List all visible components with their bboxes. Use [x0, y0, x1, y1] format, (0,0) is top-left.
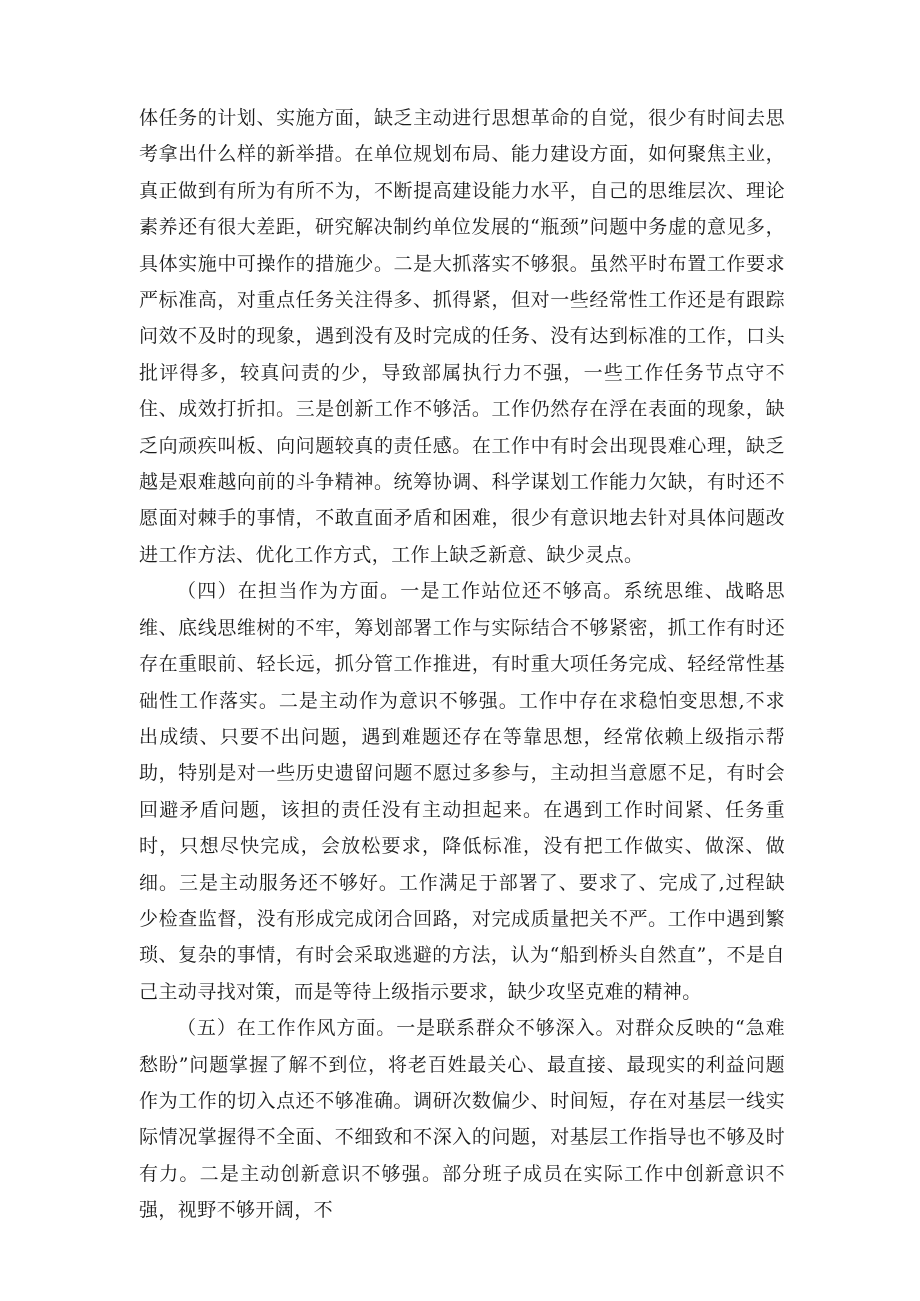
paragraph-section-five: （五）在工作作风方面。一是联系群众不够深入。对群众反映的“急难愁盼”问题掌握了解不到位，将老百姓最关心、最直接、最现实的利益问题作为工作的切入点还不够准确。调研次数偏少、时间短，存在对基层一线实际情况掌握得不全面、不细致和不深入的问题，对基层工作指导也不够及时有力。二是主动创新意识不够强。部分班子成员在实际工作中创新意识不强，视野不够开阔，不 — [139, 1017, 785, 1222]
document-body — [139, 100, 785, 1229]
paragraph-continuation: 体任务的计划、实施方面，缺乏主动进行思想革命的自觉，很少有时间去思考拿出什么样的新举措。在单位规划布局、能力建设方面，如何聚焦主业，真正做到有所为有所不为，不断提高建设能力水平，自己的思维层次、理论素养还有很大差距，研究解决制约单位发展的“瓶颈”问题中务虚的意见多，具体实施中可操作的措施少。二是大抓落实不够狠。虽然平时布置工作要求严标准高，对重点任务关注得多、抓得紧，但对一些经常性工作还是有跟踪问效不及时的现象，遇到没有及时完成的任务、没有达到标准的工作，口头批评得多，较真问责的少，导致部属执行力不强，一些工作任务节点守不住、成效打折扣。三是创新工作不够活。工作仍然存在浮在表面的现象，缺乏向顽疾叫板、向问题较真的责任感。在工作中有时会出现畏难心理，缺乏越是艰难越向前的斗争精神。统筹协调、科学谋划工作能力欠缺，有时还不愿面对棘手的事情，不敢直面矛盾和困难，很少有意识地去针对具体问题改进工作方法、优化工作方式，工作上缺乏新意、缺少灵点。 — [139, 107, 785, 566]
paragraph-section-four: （四）在担当作为方面。一是工作站位还不够高。系统思维、战略思维、底线思维树的不牢，筹划部署工作与实际结合不够紧密，抓工作有时还存在重眼前、轻长远，抓分管工作推进，有时重大项任务完成、轻经常性基础性工作落实。二是主动作为意识不够强。工作中存在求稳怕变思想,不求出成绩、只要不出问题，遇到难题还存在等靠思想，经常依赖上级指示帮助，特别是对一些历史遗留问题不愿过多参与，主动担当意愿不足，有时会回避矛盾问题，该担的责任没有主动担起来。在遇到工作时间紧、任务重时，只想尽快完成，会放松要求，降低标准，没有把工作做实、做深、做细。三是主动服务还不够好。工作满足于部署了、要求了、完成了,过程缺少检查监督，没有形成完成闭合回路，对完成质量把关不严。工作中遇到繁琐、复杂的事情，有时会采取逃避的方法，认为“船到桥头自然直”，不是自己主动寻找对策，而是等待上级指示要求，缺少攻坚克难的精神。 — [139, 580, 785, 1003]
